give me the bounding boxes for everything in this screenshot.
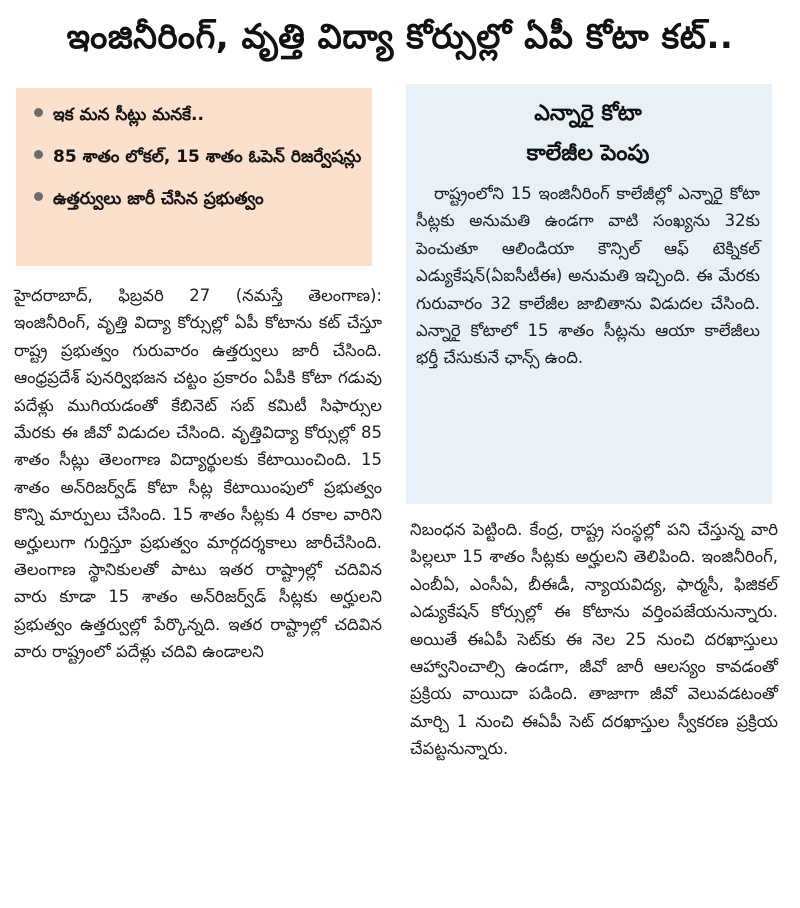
sidebox-title-line2: కాలేజీల పెంపు <box>526 141 650 166</box>
highlight-item <box>30 184 362 214</box>
article-right-column <box>410 516 778 763</box>
headline: ఇంజినీరింగ్, వృత్తి విద్యా కోర్సుల్లో ఏపీ కోటా కట్.. <box>66 17 734 57</box>
highlights-box <box>16 88 372 266</box>
article-paragraph: హైదరాబాద్, ఫిబ్రవరి 27 (నమస్తే తెలంగాణ): ఇంజినీరింగ్, వృత్తి విద్యా కోర్సుల్లో ఏపీ కోటాను కట్ చేస్తూ రాష్ట్ర ప్రభుత్వం గురువారం ఉత్తర్వులు జారీ చేసింది. ఆంధ్రప్రదేశ్ పునర్విభజన చట్టం ప్రకారం ఏపీకి కోటా గడువు పదేళ్లు ముగియడంతో కేబినెట్ సబ్ కమిటీ సిఫార్సుల మేరకు ఈ జీవో విడుదల చేసింది. వృత్తివిద్యా కోర్సుల్లో 85 శాతం సీట్లు తెలంగాణ విద్యార్థులకు కేటాయించింది. 15 శాతం అన్‌రిజర్వ్‌డ్ కోటా సీట్ల కేటాయింపులో ప్రభుత్వం కొన్ని మార్పులు చేసింది. 15 శాతం సీట్లకు 4 రకాల వారిని అర్హులుగా గుర్తిస్తూ ప్రభుత్వం మార్గదర్శకాలు జారీచేసింది. తెలంగాణ స్థానికులతో పాటు ఇతర రాష్ట్రాల్లో చదివిన వారు కూడా 15 శాతం అన్‌రిజర్వ్‌డ్ సీట్లకు అర్హులని ప్రభుత్వం ఉత్తర్వుల్లో పేర్కొన్నది. ఇతర రాష్ట్రాల్లో చదివిన వారు రాష్ట్రంలో పదేళ్లు చదివి ఉండాలని <box>14 286 382 662</box>
sidebox-title-line1: ఎన్నారై కోటా <box>534 101 642 126</box>
sidebox-paragraph: రాష్ట్రంలోని 15 ఇంజినీరింగ్ కాలేజీల్లో ఎన్నారై కోటా సీట్లకు అనుమతి ఉండగా వాటి సంఖ్యను 32కు పెంచుతూ ఆలిండియా కౌన్సిల్ ఆఫ్ టెక్నికల్ ఎడ్యుకేషన్(ఏఐసీటీఈ) అనుమతి ఇచ్చింది. ఈ మేరకు గురువారం 32 కాలేజీల జాబితాను విడుదల చేసింది. ఎన్నారై కోటాలో 15 శాతం సీట్లను ఆయా కాలేజీలు భర్తీ చేసుకునే ఛాన్స్ ఉంది. <box>416 184 760 368</box>
highlight-text: 85 శాతం లోకల్, 15 శాతం ఓపెన్ రిజర్వేషన్లు <box>53 147 362 167</box>
highlight-item <box>30 100 362 130</box>
article-left-column <box>14 282 382 666</box>
bullet-icon <box>34 108 43 117</box>
sidebox-body <box>416 180 760 372</box>
article-paragraph: నిబంధన పెట్టింది. కేంద్ర, రాష్ట్ర సంస్థల్లో పని చేస్తున్న వారి పిల్లలూ 15 శాతం సీట్లకు అర్హులని తెలిపింది. ఇంజినీరింగ్, ఎంబీఏ, ఎంసీఏ, బీఈడీ, న్యాయవిద్య, ఫార్మసీ, ఫిజికల్ ఎడ్యుకేషన్ కోర్సుల్లో ఈ కోటాను వర్తింపజేయనున్నారు. అయితే ఈఏపీ సెట్‌కు ఈ నెల 25 నుంచి దరఖాస్తులు ఆహ్వానించాల్సి ఉండగా, జీవో జారీ ఆలస్యం కావడంతో ప్రక్రియ వాయిదా పడింది. తాజాగా జీవో వెలువడటంతో మార్చి 1 నుంచి ఈఏపీ సెట్ దరఖాస్తుల స్వీకరణ ప్రక్రియ చేపట్టనున్నారు. <box>410 520 778 759</box>
nri-quota-sidebox <box>406 84 772 504</box>
highlight-text: ఇక మన సీట్లు మనకే.. <box>53 105 204 125</box>
bullet-icon <box>34 150 43 159</box>
bullet-icon <box>34 192 43 201</box>
highlight-item <box>30 142 362 172</box>
highlight-text: ఉత్తర్వులు జారీ చేసిన ప్రభుత్వం <box>53 189 264 209</box>
